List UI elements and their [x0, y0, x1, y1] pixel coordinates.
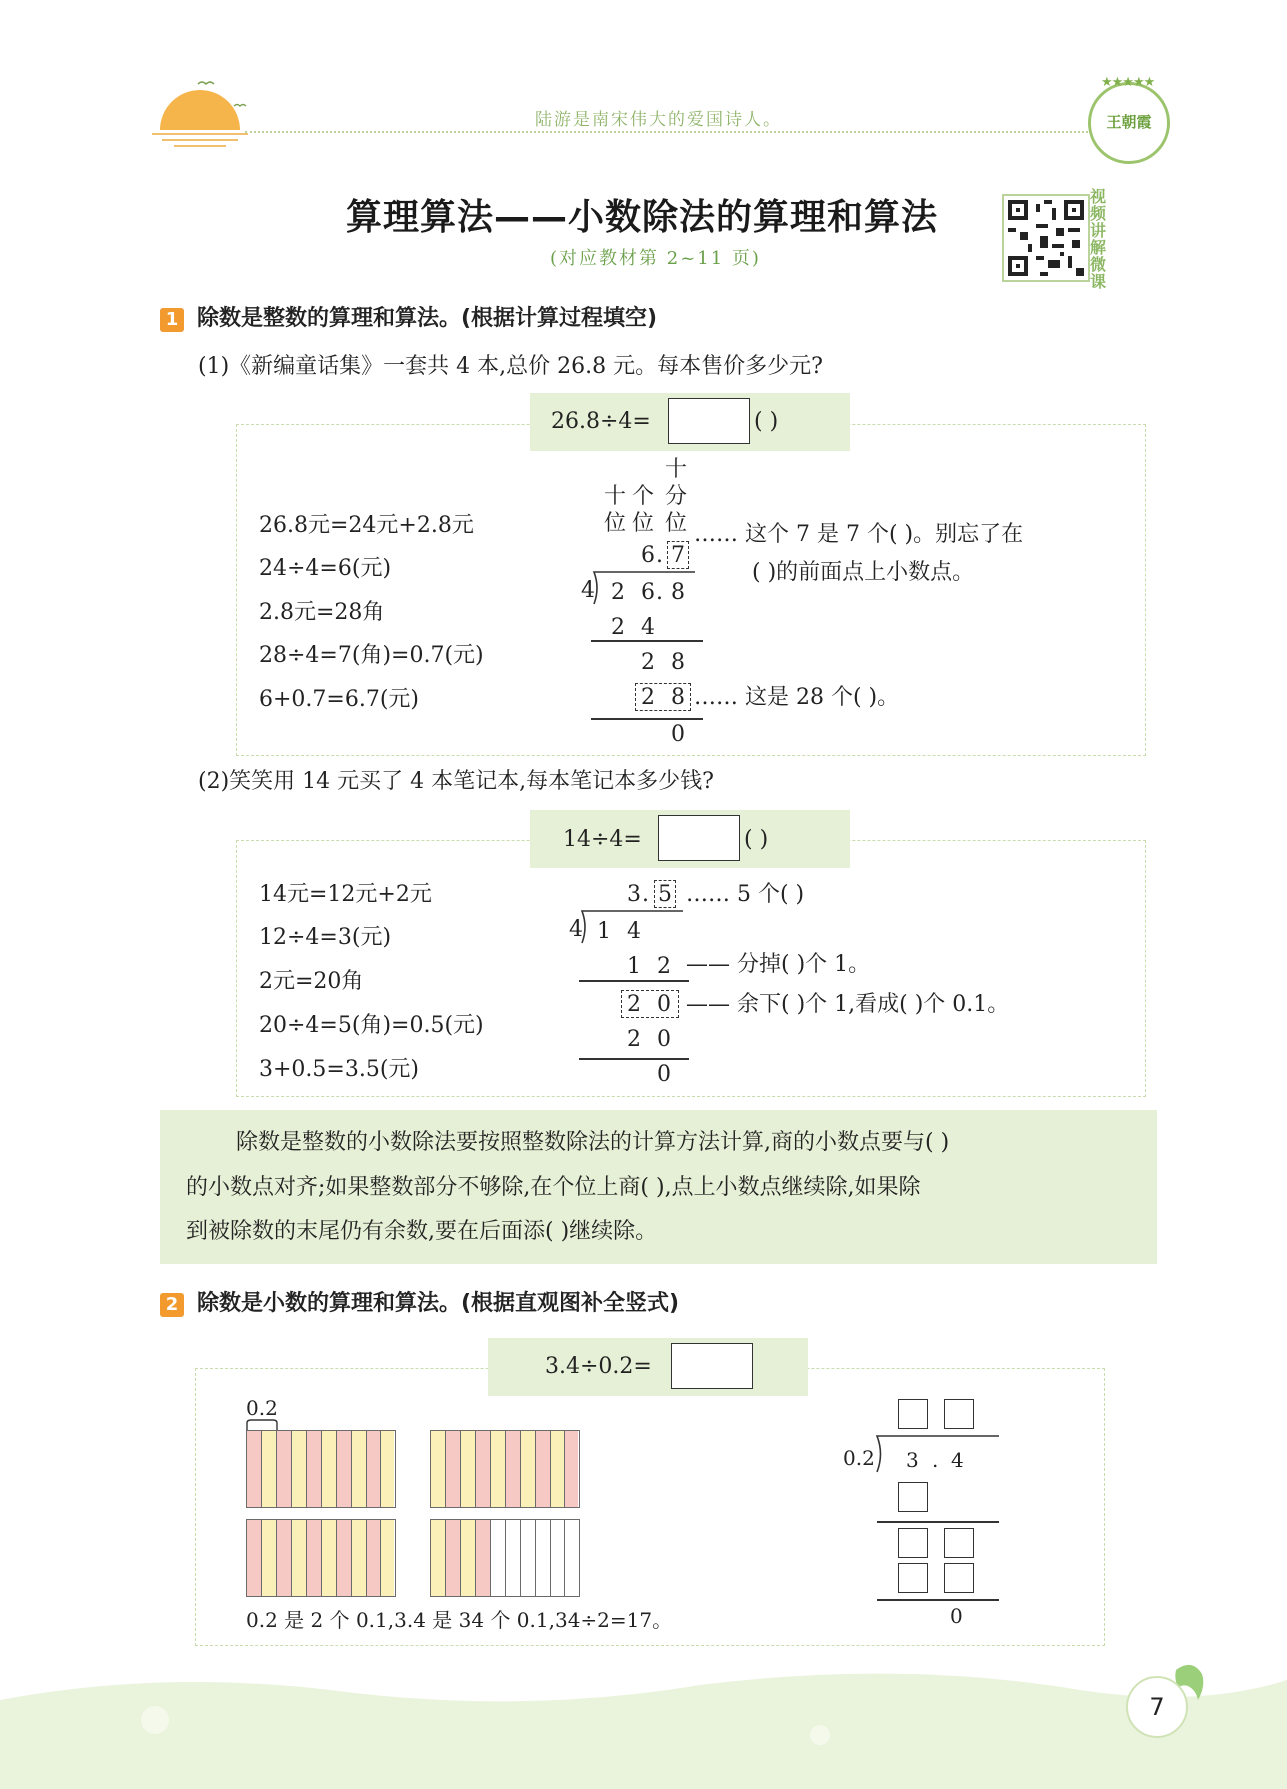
strip — [536, 1431, 551, 1507]
section2-number: 2 — [160, 1293, 184, 1317]
strip — [565, 1520, 578, 1596]
q2-sub1: 2 — [657, 954, 671, 979]
strip — [322, 1431, 337, 1507]
q2-final: 0 — [657, 1062, 671, 1087]
q2-dividend: 4 — [627, 919, 641, 944]
s2-rem-box-2[interactable] — [944, 1528, 974, 1558]
page-title: 算理算法——小数除法的算理和算法 — [346, 197, 939, 238]
q1-dividend: . — [656, 580, 663, 605]
q1-note2: …… 这是 28 个( )。 — [694, 685, 900, 710]
q2-unit-paren[interactable]: ( ) — [744, 827, 769, 852]
q1-step: 26.8元=24元+2.8元 — [259, 513, 474, 538]
q2-prompt: (2)笑笑用 14 元买了 4 本笔记本,每本笔记本多少钱? — [198, 769, 714, 794]
strip — [262, 1520, 277, 1596]
q1-rem1: 2 — [641, 650, 655, 675]
strip — [367, 1431, 381, 1507]
strip — [381, 1431, 394, 1507]
strip — [277, 1520, 292, 1596]
place-label: 分 — [665, 484, 688, 509]
q1-sub2: 8 — [671, 685, 685, 710]
s2-dividend: 4 — [951, 1448, 964, 1472]
section1-heading: 除数是整数的算理和算法。(根据计算过程填空) — [197, 306, 658, 331]
strip — [292, 1431, 307, 1507]
s2-equation: 3.4÷0.2= — [545, 1354, 652, 1379]
strip — [506, 1431, 521, 1507]
strip — [536, 1520, 551, 1596]
q2-step: 14元=12元+2元 — [259, 882, 432, 907]
s2-caption: 0.2 是 2 个 0.1,3.4 是 34 个 0.1,34÷2=17。 — [246, 1608, 673, 1632]
q1-step: 6+0.7=6.7(元) — [259, 687, 420, 712]
strip — [307, 1520, 322, 1596]
q2-dividend: 1 — [597, 919, 611, 944]
qr-code[interactable] — [1002, 194, 1090, 282]
q1-note1b: ( )的前面点上小数点。 — [752, 560, 975, 585]
q1-prompt: (1)《新编童话集》一套共 4 本,总价 26.8 元。每本售价多少元? — [198, 354, 823, 379]
strip — [521, 1520, 536, 1596]
q2-note2: —— 分掉( )个 1。 — [686, 952, 871, 977]
q2-sub2: 2 — [627, 1027, 641, 1052]
qr-code-icon — [1004, 196, 1088, 280]
q1-sub1: 4 — [641, 615, 655, 640]
summary-line: 的小数点对齐;如果整数部分不够除,在个位上商( ),点上小数点继续除,如果除 — [186, 1175, 921, 1200]
q1-final: 0 — [671, 722, 685, 747]
place-label: 十 — [604, 484, 627, 509]
brace-label: 0.2 — [246, 1396, 278, 1420]
strip — [292, 1520, 307, 1596]
q2-answer-box[interactable] — [658, 815, 740, 861]
q2-note1: …… 5 个( ) — [686, 882, 805, 907]
q1-rule2 — [591, 718, 703, 720]
strip — [506, 1520, 521, 1596]
header-dotted-rule — [245, 131, 1140, 133]
section1-number: 1 — [160, 308, 184, 332]
strip — [565, 1431, 578, 1507]
strip — [491, 1520, 506, 1596]
place-label: 位 — [632, 511, 655, 536]
q2-note3: —— 余下( )个 1,看成( )个 0.1。 — [686, 992, 1010, 1017]
strip — [247, 1520, 262, 1596]
s2-answer-box[interactable] — [671, 1343, 753, 1389]
s2-quotient-box-2[interactable] — [944, 1399, 974, 1429]
s2-dividend: . — [932, 1448, 939, 1472]
q1-step: 28÷4=7(角)=0.7(元) — [259, 643, 484, 668]
q1-unit-paren[interactable]: ( ) — [754, 409, 779, 434]
strip — [446, 1431, 461, 1507]
q2-rem1: 2 — [627, 992, 641, 1017]
q2-step: 12÷4=3(元) — [259, 925, 392, 950]
footer-hills — [0, 1660, 1287, 1789]
q1-step: 2.8元=28角 — [259, 600, 385, 625]
video-label: 视频讲解微课 — [1090, 187, 1107, 291]
grid-yellow-1 — [430, 1430, 580, 1508]
strip — [476, 1431, 491, 1507]
q2-equation: 14÷4= — [563, 827, 642, 852]
page-subtitle: (对应教材第 2~11 页) — [550, 248, 761, 269]
q1-quotient-point: . — [656, 543, 663, 568]
s2-sub2-box-2[interactable] — [944, 1563, 974, 1593]
strip — [461, 1431, 476, 1507]
s2-sub1-box[interactable] — [898, 1482, 928, 1512]
q1-dividend: 6 — [641, 580, 655, 605]
strip — [352, 1431, 367, 1507]
s2-sub2-box-1[interactable] — [898, 1563, 928, 1593]
strip — [247, 1431, 262, 1507]
place-label: 位 — [604, 511, 627, 536]
strip — [551, 1431, 565, 1507]
strip — [381, 1520, 394, 1596]
q1-answer-box[interactable] — [668, 398, 750, 444]
strip — [262, 1431, 277, 1507]
brand-badge — [1088, 75, 1170, 164]
strip — [367, 1520, 381, 1596]
grid-yellow-2 — [430, 1519, 580, 1597]
strip — [551, 1520, 565, 1596]
q2-step: 2元=20角 — [259, 969, 364, 994]
s2-dividend: 3 — [906, 1448, 919, 1472]
q2-quotient-digit: 5 — [658, 882, 672, 907]
sunset-icon — [150, 78, 250, 150]
strip — [521, 1431, 536, 1507]
place-label: 个 — [632, 484, 655, 509]
strip — [322, 1520, 337, 1596]
q2-step: 3+0.5=3.5(元) — [259, 1057, 420, 1082]
s2-rem-box-1[interactable] — [898, 1528, 928, 1558]
strip — [337, 1520, 352, 1596]
strip — [277, 1431, 292, 1507]
q2-divisor: 4 — [569, 917, 583, 942]
page-number: 7 — [1126, 1676, 1188, 1738]
section2-heading: 除数是小数的算理和算法。(根据直观图补全竖式) — [197, 1291, 680, 1316]
badge-text: 王朝霞 — [1106, 113, 1152, 131]
strip — [431, 1520, 446, 1596]
strip — [352, 1520, 367, 1596]
q1-quotient-digit: 7 — [671, 543, 685, 568]
strip — [461, 1520, 476, 1596]
q1-quotient-digit: 6 — [641, 543, 655, 568]
s2-divisor: 0.2 — [843, 1446, 875, 1470]
q2-sub1: 1 — [627, 954, 641, 979]
place-label-top: 十 — [665, 457, 688, 482]
header — [0, 0, 1287, 160]
summary-line: 除数是整数的小数除法要按照整数除法的计算方法计算,商的小数点要与( ) — [236, 1130, 950, 1155]
s2-quotient-box-1[interactable] — [898, 1399, 928, 1429]
strip — [337, 1431, 352, 1507]
strip — [431, 1431, 446, 1507]
place-label: 位 — [665, 511, 688, 536]
q2-sub2: 0 — [657, 1027, 671, 1052]
q2-rule2 — [579, 1058, 689, 1060]
header-motto: 陆游是南宋伟大的爱国诗人。 — [535, 110, 782, 130]
s2-rule1 — [877, 1521, 999, 1523]
q1-dividend: 2 — [611, 580, 625, 605]
strip — [307, 1431, 322, 1507]
q1-rem1: 8 — [671, 650, 685, 675]
q1-sub1: 2 — [611, 615, 625, 640]
q2-quotient-point: . — [642, 882, 649, 907]
q2-step: 20÷4=5(角)=0.5(元) — [259, 1013, 484, 1038]
q2-quotient-digit: 3 — [627, 882, 641, 907]
q2-rule1 — [579, 980, 689, 982]
s2-final: 0 — [950, 1604, 963, 1628]
grid-pink-2 — [246, 1519, 396, 1597]
q1-rule1 — [591, 640, 703, 642]
strip — [476, 1520, 491, 1596]
strip — [446, 1520, 461, 1596]
s2-rule2 — [877, 1599, 999, 1601]
summary-line: 到被除数的末尾仍有余数,要在后面添( )继续除。 — [186, 1219, 658, 1244]
grid-pink-1 — [246, 1430, 396, 1508]
q1-step: 24÷4=6(元) — [259, 556, 392, 581]
q1-dividend: 8 — [671, 580, 685, 605]
q1-sub2: 2 — [641, 685, 655, 710]
badge-stars: ★★★★★ — [1101, 75, 1155, 90]
strip — [491, 1431, 506, 1507]
q1-note1a: …… 这个 7 是 7 个( )。别忘了在 — [694, 522, 1024, 547]
q1-divisor: 4 — [581, 578, 595, 603]
q1-equation: 26.8÷4= — [551, 409, 651, 434]
q2-rem1: 0 — [657, 992, 671, 1017]
